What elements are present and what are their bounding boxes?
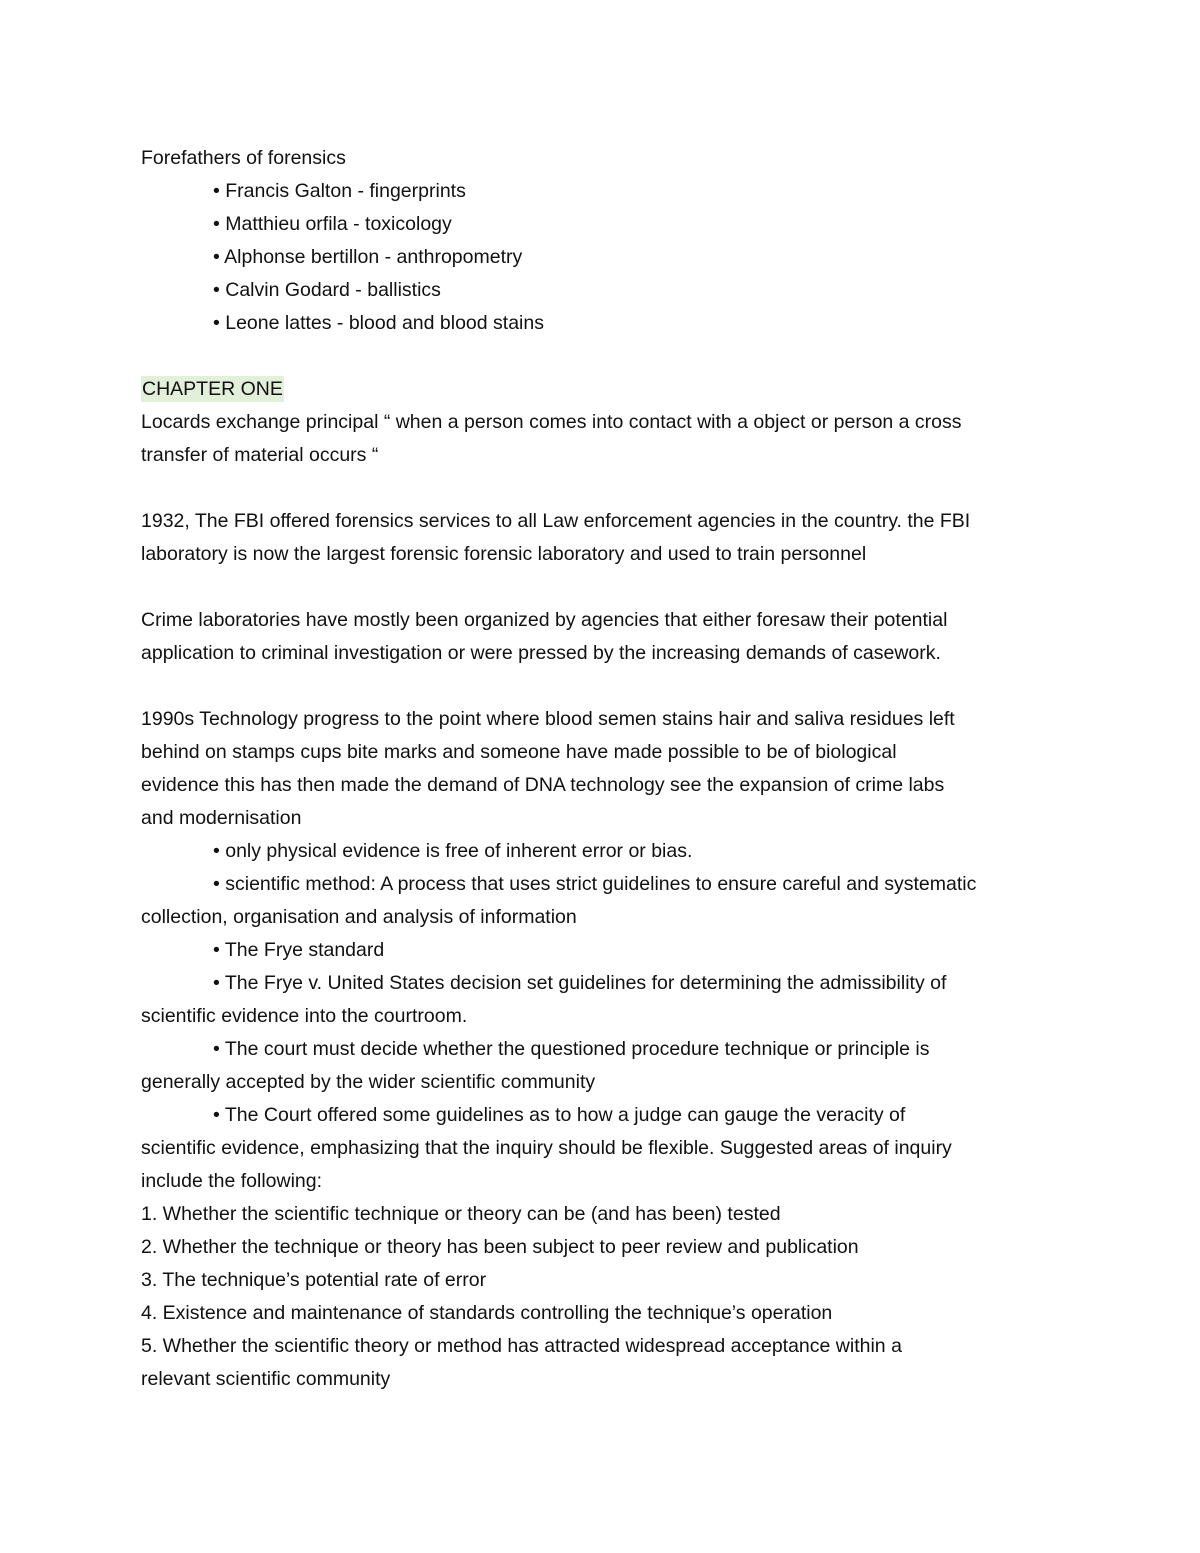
paragraph-line: 1932, The FBI offered forensics services to all Law enforcement agencies in the country. the FBI	[141, 510, 971, 532]
blank-line	[141, 340, 1071, 373]
list-item: • scientific method: A process that uses strict guidelines to ensure careful and systematic	[213, 873, 977, 895]
list-item-continuation: collection, organisation and analysis of information	[141, 906, 577, 928]
list-item: • Calvin Godard - ballistics	[213, 279, 441, 301]
list-item: • Matthieu orfila - toxicology	[213, 213, 452, 235]
paragraph-line: Crime laboratories have mostly been organized by agencies that either foresaw their potential	[141, 609, 948, 631]
paragraph-line: transfer of material occurs “	[141, 444, 379, 466]
numbered-item-continuation: relevant scientific community	[141, 1368, 391, 1390]
list-item-continuation: scientific evidence, emphasizing that the inquiry should be flexible. Suggested areas of inquiry	[141, 1137, 952, 1159]
numbered-item: 2. Whether the technique or theory has been subject to peer review and publication	[141, 1236, 859, 1258]
list-item-continuation: include the following:	[141, 1170, 323, 1192]
list-item: • Alphonse bertillon - anthropometry	[213, 246, 523, 268]
list-item: • only physical evidence is free of inherent error or bias.	[213, 840, 693, 862]
chapter-heading: CHAPTER ONE	[142, 378, 283, 400]
list-item: • The Frye standard	[213, 939, 385, 961]
chapter-heading-line	[141, 373, 1071, 406]
blank-line	[141, 670, 1071, 703]
numbered-item: 5. Whether the scientific theory or method has attracted widespread acceptance within a	[141, 1335, 902, 1357]
list-item: • The Court offered some guidelines as to how a judge can gauge the veracity of	[213, 1104, 906, 1126]
numbered-item: 3. The technique’s potential rate of error	[141, 1269, 487, 1291]
section-heading-forefathers: Forefathers of forensics	[141, 147, 346, 169]
numbered-item: 4. Existence and maintenance of standards controlling the technique’s operation	[141, 1302, 833, 1324]
list-item-continuation: scientific evidence into the courtroom.	[141, 1005, 468, 1027]
paragraph-line: application to criminal investigation or were pressed by the increasing demands of casework.	[141, 642, 941, 664]
blank-line	[141, 571, 1071, 604]
paragraph-line: and modernisation	[141, 807, 302, 829]
paragraph-line: laboratory is now the largest forensic forensic laboratory and used to train personnel	[141, 543, 867, 565]
list-item: • Leone lattes - blood and blood stains	[213, 312, 544, 334]
list-item-continuation: generally accepted by the wider scientific community	[141, 1071, 596, 1093]
paragraph-line: evidence this has then made the demand of DNA technology see the expansion of crime labs	[141, 774, 945, 796]
list-item: • The court must decide whether the questioned procedure technique or principle is	[213, 1038, 930, 1060]
list-item: • The Frye v. United States decision set guidelines for determining the admissibility of	[213, 972, 947, 994]
list-item: • Francis Galton - fingerprints	[213, 180, 466, 202]
paragraph-line: 1990s Technology progress to the point where blood semen stains hair and saliva residues left	[141, 708, 955, 730]
paragraph-line: behind on stamps cups bite marks and someone have made possible to be of biological	[141, 741, 897, 763]
document-body	[141, 142, 1071, 1396]
blank-line	[141, 472, 1071, 505]
paragraph-line: Locards exchange principal “ when a person comes into contact with a object or person a cross	[141, 411, 962, 433]
numbered-item: 1. Whether the scientific technique or theory can be (and has been) tested	[141, 1203, 781, 1225]
